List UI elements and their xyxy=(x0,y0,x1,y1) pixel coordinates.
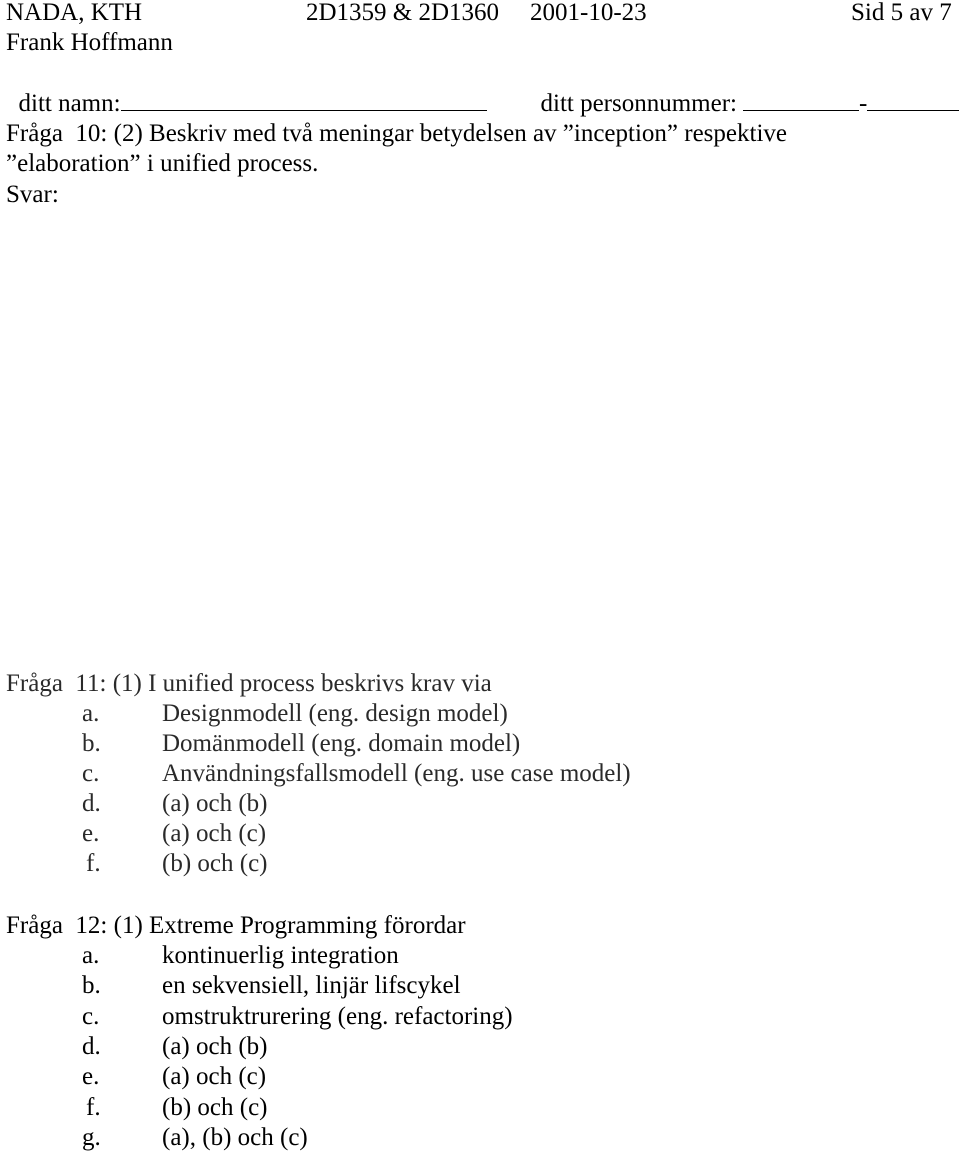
header-date: 2001-10-23 xyxy=(530,0,647,26)
q10-answer-label: Svar: xyxy=(6,181,59,208)
pnr-blank-field-2[interactable] xyxy=(867,88,959,111)
q10-text-line1: Fråga 10: (2) Beskriv med två meningar betydelsen av ”inception” respektive xyxy=(6,120,787,147)
pnr-blank-field-1[interactable] xyxy=(743,88,859,111)
q12-option-text[interactable]: en sekvensiell, linjär lifscykel xyxy=(162,972,461,999)
q11-option-text[interactable]: Domänmodell (eng. domain model) xyxy=(162,730,521,757)
q12-option-letter: d. xyxy=(82,1033,101,1060)
q11-option-text[interactable]: (b) och (c) xyxy=(162,850,268,877)
pnr-field-row xyxy=(528,58,959,117)
q12-option-text[interactable]: omstruktrurering (eng. refactoring) xyxy=(162,1003,513,1030)
header-author: Frank Hoffmann xyxy=(6,29,173,56)
header-institution: NADA, KTH xyxy=(6,0,143,26)
q11-title: Fråga 11: (1) I unified process beskrivs krav via xyxy=(6,670,492,697)
q12-title: Fråga 12: (1) Extreme Programming förordar xyxy=(6,912,466,939)
pnr-label: ditt personnummer: xyxy=(540,90,737,117)
q12-option-text[interactable]: (a) och (b) xyxy=(162,1033,268,1060)
q11-option-text[interactable]: (a) och (c) xyxy=(162,820,267,847)
q10-text-line2: ”elaboration” i unified process. xyxy=(6,150,319,177)
q12-option-letter: e. xyxy=(82,1063,100,1090)
name-label: ditt namn: xyxy=(18,90,121,117)
q12-option-text[interactable]: (a) och (c) xyxy=(162,1063,267,1090)
q12-option-text[interactable]: kontinuerlig integration xyxy=(162,942,399,969)
q11-option-letter: b. xyxy=(82,730,101,757)
q12-option-letter: c. xyxy=(82,1003,100,1030)
q12-option-letter: f. xyxy=(86,1094,101,1121)
pnr-dash: - xyxy=(859,90,868,117)
q12-option-letter: a. xyxy=(82,942,100,969)
q12-option-text[interactable]: (b) och (c) xyxy=(162,1094,268,1121)
q11-option-letter: d. xyxy=(82,790,101,817)
q10-answer-area[interactable] xyxy=(6,212,946,652)
q11-option-text[interactable]: Användningsfallsmodell (eng. use case model) xyxy=(162,760,631,787)
name-blank-field[interactable] xyxy=(121,88,487,111)
q11-option-text[interactable]: Designmodell (eng. design model) xyxy=(162,700,508,727)
q11-option-letter: e. xyxy=(82,820,100,847)
q11-option-letter: f. xyxy=(86,850,101,877)
q11-option-letter: c. xyxy=(82,760,100,787)
name-field-row xyxy=(6,58,487,117)
q12-option-letter: b. xyxy=(82,972,101,999)
q12-option-letter: g. xyxy=(82,1124,101,1151)
q11-option-letter: a. xyxy=(82,700,100,727)
q11-option-text[interactable]: (a) och (b) xyxy=(162,790,268,817)
header-page-number: Sid 5 av 7 xyxy=(851,0,952,26)
q12-option-text[interactable]: (a), (b) och (c) xyxy=(162,1124,308,1151)
header-course: 2D1359 & 2D1360 xyxy=(306,0,500,26)
